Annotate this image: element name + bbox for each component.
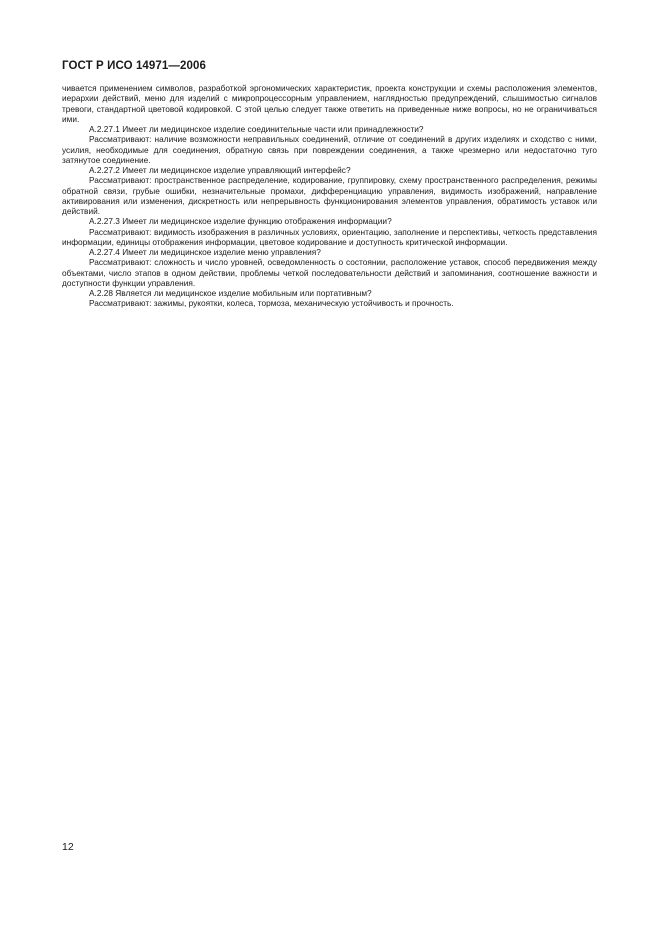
document-header: ГОСТ Р ИСО 14971—2006 (62, 60, 207, 72)
answer-a-2-27-3: Рассматривают: видимость изображения в различных условиях, ориентацию, заполнение и перспективы, четкость представления информации, единицы отображения информации, цветовое кодирование и доступность критической информации. (62, 226, 597, 247)
document-body (62, 83, 597, 309)
question-a-2-27-1: А.2.27.1 Имеет ли медицинское изделие соединительные части или принадлежности? (89, 124, 424, 134)
answer-a-2-27-4: Рассматривают: сложность и число уровней, осведомленность о состоянии, расположение уставок, способ передвижения между объектами, число этапов в одном действии, проблемы четкой последовательности действий и запоминания, соотношение важности и доступности функции управления. (62, 257, 597, 288)
question-a-2-27-4: А.2.27.4 Имеет ли медицинское изделие меню управления? (89, 247, 321, 257)
question-a-2-27-2: А.2.27.2 Имеет ли медицинское изделие управляющий интерфейс? (89, 165, 351, 175)
question-a-2-27-3: А.2.27.3 Имеет ли медицинское изделие функцию отображения информации? (89, 216, 392, 227)
question-a-2-28: А.2.28 Является ли медицинское изделие мобильным или портативным? (89, 288, 372, 298)
answer-a-2-27-2: Рассматривают: пространственное распределение, кодирование, группировку, схему пространственного распределения, режимы обратной связи, грубые ошибки, незначительные промахи, дифференциацию управления, видимость изображений, направление активирования или изменения, дискретность или непрерывность функционирования элементов управления, обратимость уставок или действий. (62, 175, 597, 216)
paragraph-continuation: чивается применением символов, разработкой эргономических характеристик, проекта конструкции и схемы расположения элементов, иерархии действий, меню для изделий с микропроцессорным управлением, наглядностью предупреждений, слышимостью сигналов тревоги, стандартной цветовой кодировкой. С этой целью следует также ответить на приведенные ниже вопросы, но не ограничиваться ими. (62, 83, 597, 124)
answer-a-2-27-1: Рассматривают: наличие возможности неправильных соединений, отличие от соединений в других изделиях и сходство с ними, усилия, необходимые для соединения, обратную связь при повреждении соединения, а также чрезмерно или недостаточно туго затянутое соединение. (62, 134, 597, 165)
answer-a-2-28: Рассматривают: зажимы, рукоятки, колеса, тормоза, механическую устойчивость и прочность. (89, 298, 454, 309)
page-number: 12 (62, 841, 74, 853)
